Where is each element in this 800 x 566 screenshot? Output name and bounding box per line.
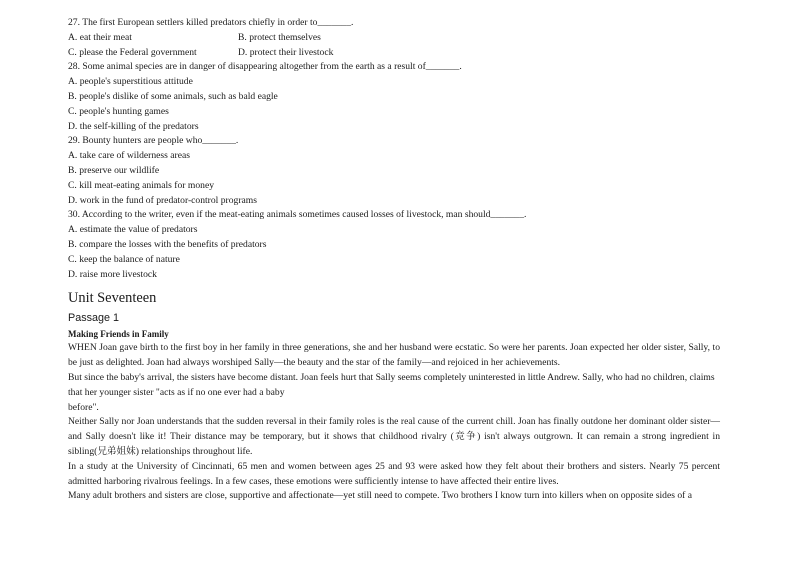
paragraph-3: Neither Sally nor Joan understands that the sudden reversal in their family roles is the real cause of the current chill. Joan has finally outdone her dominant older sister—and Sally doesn't like it! Their distance may be temporary, but it shows that childhood rivalry (竞争) isn't always outgrown. It can remain a strong ingredient in sibling(兄弟姐妹) relationships throughout life. <box>68 416 720 457</box>
question-29 <box>68 134 768 208</box>
question-stem: 28. Some animal species are in danger of disappearing altogether from the earth as a result of_______. <box>68 61 462 73</box>
option-c: C. people's hunting games <box>68 105 169 117</box>
option-c: C. please the Federal government <box>68 46 197 58</box>
paragraph-1: WHEN Joan gave birth to the first boy in her family in three generations, she and her husband were ecstatic. So were her parents. Joan expected her older sister, Sally, to be just as delighted. Joan had always worshiped Sally—the beauty and the star of the family—and rejoiced in her achievements. <box>68 342 720 369</box>
option-d: D. the self-killing of the predators <box>68 120 199 132</box>
unit-title: Unit Seventeen <box>68 290 157 307</box>
paragraph-5: Many adult brothers and sisters are close, supportive and affectionate—yet still need to compete. Two brothers I know turn into killers when on opposite sides of a <box>68 490 693 502</box>
option-a: A. people's superstitious attitude <box>68 76 193 88</box>
question-stem: 30. According to the writer, even if the meat-eating animals sometimes caused losses of livestock, man should_______. <box>68 209 527 221</box>
option-row <box>68 31 768 46</box>
option-d: D. raise more livestock <box>68 268 157 280</box>
question-27 <box>68 16 768 60</box>
option-d: D. work in the fund of predator-control programs <box>68 194 257 206</box>
option-a: A. estimate the value of predators <box>68 224 198 236</box>
question-stem: 27. The first European settlers killed predators chiefly in order to_______. <box>68 17 354 28</box>
paragraph-4: In a study at the University of Cincinnati, 65 men and women between ages 25 and 93 were asked how they felt about their brothers and sisters. Nearly 75 percent admitted harboring rivalrous feelings. In a few cases, these emotions were sufficiently intense to have affected their entire lives. <box>68 460 720 487</box>
option-c: C. kill meat-eating animals for money <box>68 179 215 191</box>
paragraph-2: But since the baby's arrival, the sisters have become distant. Joan feels hurt that Sally seems completely uninterested in little Andrew. Sally, who had no children, claims that her younger sister "acts as if no one ever had a baby <box>68 371 715 398</box>
article-title: Making Friends in Family <box>68 329 169 340</box>
question-28 <box>68 60 768 134</box>
option-a: A. eat their meat <box>68 31 132 43</box>
option-b: B. people's dislike of some animals, such as bald eagle <box>68 90 278 102</box>
option-b: B. compare the losses with the benefits of predators <box>68 238 267 250</box>
option-b: B. preserve our wildlife <box>68 164 160 176</box>
paragraph-2-continued: before". <box>68 401 99 413</box>
document-page <box>68 16 768 504</box>
option-c: C. keep the balance of nature <box>68 253 180 265</box>
option-b: B. protect themselves <box>238 31 321 43</box>
passage-title: Passage 1 <box>68 312 120 325</box>
option-a: A. take care of wilderness areas <box>68 150 190 162</box>
question-30 <box>68 208 768 282</box>
question-stem: 29. Bounty hunters are people who_______. <box>68 135 239 147</box>
option-row <box>68 46 768 61</box>
option-d: D. protect their livestock <box>238 46 334 58</box>
